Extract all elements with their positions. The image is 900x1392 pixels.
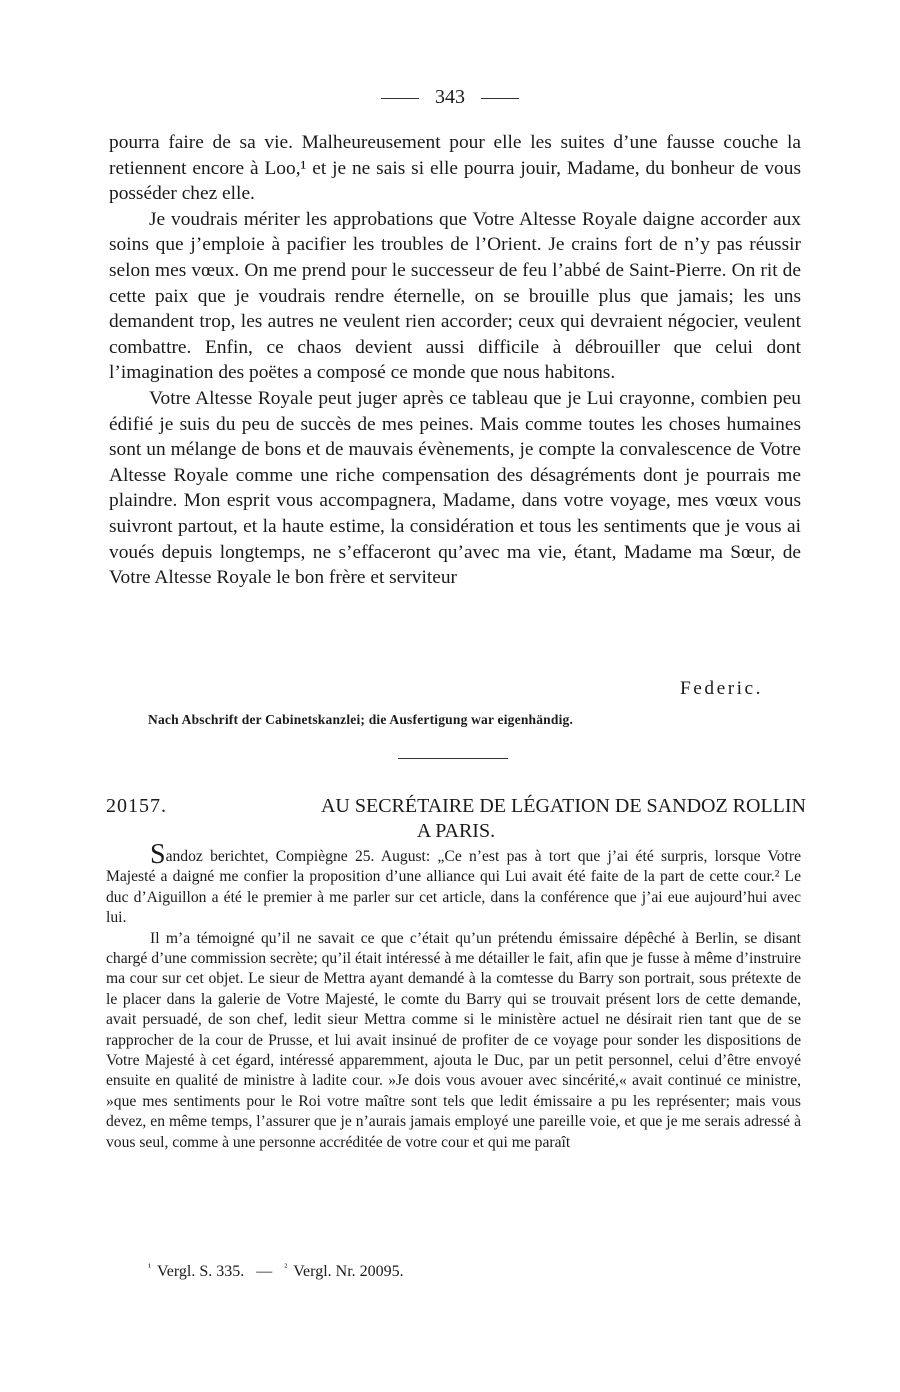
document-heading <box>106 794 806 844</box>
document-body <box>106 839 801 1153</box>
footnote-separator: — <box>256 1263 273 1280</box>
heading-title: AU SECRÉTAIRE DE LÉGATION DE SANDOZ ROLLIN <box>320 795 806 817</box>
document-paragraph <box>106 839 801 929</box>
letter-paragraph: Votre Altesse Royale peut juger après ce tableau que je Lui crayonne, combien peu édifié je suis du peu de succès de mes peines. Mais comme toutes les choses humaines sont un mélange de bons et de mauvais évènements, je compte la convalescence de Votre Altesse Royale comme une riche compensation des désagréments dont je pourrais me plaindre. Mon esprit vous accompagnera, Madame, dans votre voyage, mes vœux vous suivront partout, et la haute estime, la considération et tous les sentiments que je vous ai voués depuis longtemps, ne s’effaceront qu’avec ma vie, étant, Madame ma Sœur, de Votre Altesse Royale le bon frère et serviteur <box>109 387 801 589</box>
footnote-2: Vergl. Nr. 20095. <box>293 1263 404 1280</box>
page-number-header <box>0 86 900 109</box>
footnote-mark-2: ² <box>284 1262 288 1273</box>
letter-paragraph: Je voudrais mériter les approbations que Votre Altesse Royale daigne accorder aux soins que j’emploie à pacifier les troubles de l’Orient. Je crains fort de n’y pas réussir selon mes vœux. On me prend pour le successeur de feu l’abbé de Saint-Pierre. On rit de cette paix que je voudrais rendre éternelle, on se brouille plus que jamais; les uns demandent trop, les autres ne veulent rien accorder; ceux qui devraient négocier, veulent combattre. Enfin, ce chaos devient aussi difficile à débrouiller que celui dont l’imagination des poëtes a composé ce monde que nous habitons. <box>109 208 801 384</box>
footnotes <box>148 1262 404 1281</box>
document-number: 20157. <box>106 795 167 817</box>
letter-paragraph: pourra faire de sa vie. Malheureusement pour elle les suites d’une fausse couche la retiennent encore à Loo,¹ et je ne sais si elle pourra jouir, Madame, du bonheur de vous posséder chez elle. <box>109 132 801 205</box>
page-number: 343 <box>435 86 465 108</box>
header-rule-right <box>481 98 519 99</box>
header-rule-left <box>381 98 419 99</box>
dropcap-letter: S <box>150 839 166 870</box>
footnote-mark-1: ¹ <box>148 1262 151 1273</box>
heading-line-2: A PARIS. <box>416 820 496 842</box>
heading-line-1 <box>106 794 806 819</box>
document-paragraph: Il m’a témoigné qu’il ne savait ce que c’était qu’un prétendu émissaire dépêché à Berlin, se disant chargé d’une commission secrète; qu’il était intéressé à me détailler le fait, afin que je fusse à même d’instruire ma cour sur cet objet. Le sieur de Mettra ayant demandé à la comtesse du Barry son portrait, sous prétexte de le placer dans la galerie de Votre Majesté, le comte du Barry qui se trouvait présent lors de cette demande, avait persuadé, de son chef, ledit sieur Mettra comme si le ministère actuel ne désirait rien tant que de se rapprocher de la cour de Prusse, et lui avait insinué de profiter de ce voyage pour sonder les dispositions de Votre Majesté à cet égard, intéressé apparemment, ajouta le Duc, par un petit personnel, celui d’être envoyé ensuite en qualité de ministre à ladite cour. »Je dois vous avouer avec sincérité,« avait continué ce ministre, »que mes sentiments pour le Roi votre maître sont tels que ledit émissaire a pu les représenter; mais vous devez, en même temps, l’assurer que je n’aurais jamais employé une pareille voie, et que je me serais adressé à vous seul, comme à une personne accréditée de votre cour et qui me paraît <box>106 929 801 1151</box>
section-divider <box>398 758 508 759</box>
footnote-1: Vergl. S. 335. <box>157 1263 245 1280</box>
document-paragraph-text: andoz berichtet, Compiègne 25. August: „Ce n’est pas à tort que j’ai été surpris, lorsque Votre Majesté a daigné me confier la proposition d’une alliance qui Lui avait été faite de la part de cette cour.² Le duc d’Aiguillon a été le premier à me parler sur cet article, dans la conférence que j’ai eue aujourd’hui avec lui. <box>106 848 801 927</box>
letter-body <box>109 130 801 591</box>
source-note: Nach Abschrift der Cabinetskanzlei; die Ausfertigung war eigenhändig. <box>148 712 574 727</box>
signature: Federic. <box>680 678 763 699</box>
